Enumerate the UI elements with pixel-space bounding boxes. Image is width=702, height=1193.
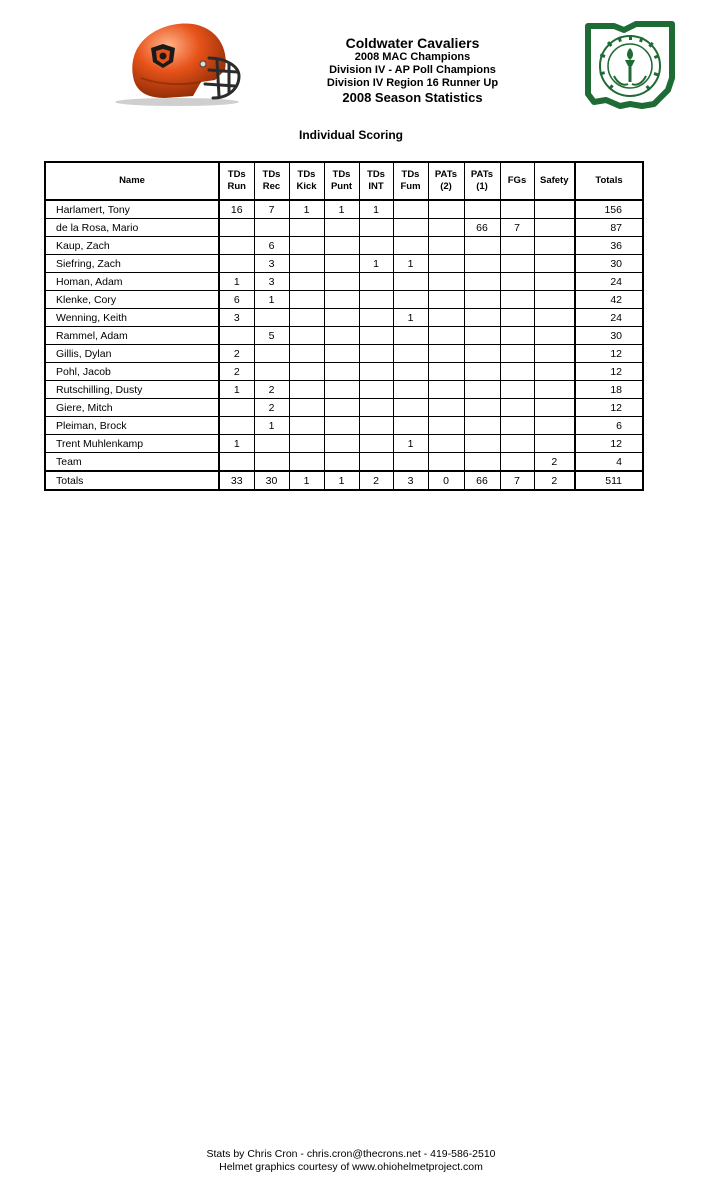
stat-cell: 33 (219, 471, 254, 490)
player-name-cell: Homan, Adam (45, 273, 219, 291)
stat-cell (324, 327, 359, 345)
stat-cell (359, 327, 393, 345)
total-cell: 36 (575, 237, 643, 255)
stat-cell (393, 237, 428, 255)
column-header (219, 162, 254, 200)
total-cell: 511 (575, 471, 643, 490)
column-header-line: TDs (367, 169, 385, 180)
total-cell: 12 (575, 435, 643, 453)
player-name-cell: Pohl, Jacob (45, 363, 219, 381)
column-header-line: TDs (297, 169, 316, 180)
stat-cell: 7 (500, 471, 534, 490)
stat-cell (289, 381, 324, 399)
player-name-cell: Kaup, Zach (45, 237, 219, 255)
stat-cell (289, 453, 324, 472)
stat-cell: 2 (359, 471, 393, 490)
stat-cell (219, 417, 254, 435)
scoring-table (44, 161, 644, 491)
total-cell: 4 (575, 453, 643, 472)
stat-cell: 5 (254, 327, 289, 345)
stat-cell (324, 381, 359, 399)
stat-cell: 66 (464, 219, 500, 237)
header-line-3: Division IV Region 16 Runner Up (326, 77, 499, 89)
table-row (45, 309, 643, 327)
stat-cell: 1 (219, 381, 254, 399)
total-cell: 30 (575, 327, 643, 345)
stat-cell (289, 273, 324, 291)
stat-cell (289, 309, 324, 327)
column-header-line: Name (119, 175, 145, 186)
stat-cell (500, 273, 534, 291)
stat-cell: 1 (359, 255, 393, 273)
column-header-line: FGs (507, 175, 527, 186)
stat-cell: 3 (254, 273, 289, 291)
stat-cell (534, 399, 575, 417)
stat-cell (464, 453, 500, 472)
table-row (45, 399, 643, 417)
stat-cell (500, 291, 534, 309)
table-row (45, 291, 643, 309)
stat-cell (219, 327, 254, 345)
player-name-cell: Klenke, Cory (45, 291, 219, 309)
stat-cell: 1 (393, 309, 428, 327)
stat-cell: 3 (254, 255, 289, 273)
stat-cell (359, 345, 393, 363)
table-row (45, 381, 643, 399)
stat-cell (359, 291, 393, 309)
stat-cell (464, 309, 500, 327)
stat-cell (254, 219, 289, 237)
stat-cell: 30 (254, 471, 289, 490)
stat-cell (254, 309, 289, 327)
stat-cell (219, 255, 254, 273)
ohsaa-seal (584, 20, 676, 110)
stat-cell (464, 200, 500, 219)
column-header-line: Run (227, 181, 246, 192)
stat-cell: 1 (289, 200, 324, 219)
stat-cell (393, 381, 428, 399)
stat-cell (534, 273, 575, 291)
stat-cell (219, 219, 254, 237)
stat-cell (324, 345, 359, 363)
stat-cell (500, 200, 534, 219)
stat-cell (500, 345, 534, 363)
table-row (45, 345, 643, 363)
total-cell: 6 (575, 417, 643, 435)
player-name-cell: Trent Muhlenkamp (45, 435, 219, 453)
stat-cell (500, 237, 534, 255)
stat-cell (500, 309, 534, 327)
column-header-line: Safety (539, 175, 569, 186)
player-name-cell: Gillis, Dylan (45, 345, 219, 363)
stat-cell: 0 (428, 471, 464, 490)
total-cell: 156 (575, 200, 643, 219)
column-header-line: PATs (434, 169, 458, 180)
total-cell: 24 (575, 309, 643, 327)
table-row (45, 237, 643, 255)
stat-cell (393, 327, 428, 345)
stat-cell (464, 273, 500, 291)
stat-cell: 6 (254, 237, 289, 255)
player-name-cell: Giere, Mitch (45, 399, 219, 417)
stats-credit: Stats by Chris Cron - chris.cron@thecrons.net - 419-586-2510 (206, 1148, 496, 1160)
player-name-cell: Rammel, Adam (45, 327, 219, 345)
column-header (428, 162, 464, 200)
stat-cell: 2 (219, 345, 254, 363)
stat-cell (534, 237, 575, 255)
stat-cell (428, 200, 464, 219)
player-name-cell: Rutschilling, Dusty (45, 381, 219, 399)
team-name: Coldwater Cavaliers (345, 35, 480, 51)
stat-cell (324, 309, 359, 327)
totals-row (45, 471, 643, 490)
stat-cell (500, 363, 534, 381)
player-name-cell: de la Rosa, Mario (45, 219, 219, 237)
stat-cell (428, 291, 464, 309)
stat-cell (534, 327, 575, 345)
stat-cell (534, 255, 575, 273)
stat-cell (428, 381, 464, 399)
stat-cell: 1 (324, 471, 359, 490)
stat-cell (289, 435, 324, 453)
stat-cell (289, 255, 324, 273)
stat-cell (289, 399, 324, 417)
stat-cell (219, 399, 254, 417)
stat-cell: 1 (219, 273, 254, 291)
stat-cell (289, 219, 324, 237)
stat-cell (324, 399, 359, 417)
column-header-line: Totals (595, 175, 623, 186)
player-name-cell: Wenning, Keith (45, 309, 219, 327)
stat-cell (324, 363, 359, 381)
stat-cell (219, 237, 254, 255)
stat-cell (289, 237, 324, 255)
table-row (45, 200, 643, 219)
stat-cell (428, 345, 464, 363)
stat-cell (254, 453, 289, 472)
stat-cell: 1 (254, 417, 289, 435)
stat-cell (500, 417, 534, 435)
stat-cell (534, 381, 575, 399)
stat-cell (393, 345, 428, 363)
stat-cell (359, 453, 393, 472)
stat-cell (428, 363, 464, 381)
total-cell: 30 (575, 255, 643, 273)
stat-cell (289, 291, 324, 309)
stat-cell (500, 399, 534, 417)
column-header (359, 162, 393, 200)
stat-cell: 66 (464, 471, 500, 490)
header-line-2: Division IV - AP Poll Champions (329, 64, 496, 76)
stat-cell (393, 417, 428, 435)
total-cell: 12 (575, 399, 643, 417)
stat-cell (464, 237, 500, 255)
stat-cell (428, 255, 464, 273)
column-header (254, 162, 289, 200)
column-header-line: TDs (262, 169, 281, 180)
stat-cell (534, 363, 575, 381)
stat-cell: 7 (500, 219, 534, 237)
column-header (324, 162, 359, 200)
stat-cell (254, 435, 289, 453)
stat-cell (500, 255, 534, 273)
table-row (45, 327, 643, 345)
column-header-line: (2) (440, 181, 452, 192)
stat-cell: 1 (324, 200, 359, 219)
stat-cell (428, 309, 464, 327)
stat-cell (393, 363, 428, 381)
stat-cell (254, 363, 289, 381)
column-header-line: PATs (470, 169, 494, 180)
stat-cell: 7 (254, 200, 289, 219)
table-row (45, 417, 643, 435)
stat-cell (289, 363, 324, 381)
stat-cell (464, 417, 500, 435)
stat-cell (324, 255, 359, 273)
stat-cell (359, 273, 393, 291)
stat-cell (324, 435, 359, 453)
stat-cell: 3 (219, 309, 254, 327)
stat-cell (359, 363, 393, 381)
total-cell: 12 (575, 345, 643, 363)
player-name-cell: Pleiman, Brock (45, 417, 219, 435)
stat-cell: 2 (219, 363, 254, 381)
table-row (45, 219, 643, 237)
stat-cell: 6 (219, 291, 254, 309)
total-cell: 24 (575, 273, 643, 291)
player-name-cell: Siefring, Zach (45, 255, 219, 273)
stat-cell (428, 327, 464, 345)
stat-cell (464, 381, 500, 399)
helmet-logo (105, 18, 245, 106)
column-header-line: Fum (400, 181, 421, 192)
stat-cell: 3 (393, 471, 428, 490)
stat-cell (359, 435, 393, 453)
stat-cell (359, 237, 393, 255)
stat-cell (219, 453, 254, 472)
stat-cell (324, 291, 359, 309)
table-row (45, 255, 643, 273)
stat-cell (393, 453, 428, 472)
stat-cell: 1 (219, 435, 254, 453)
stat-cell: 1 (289, 471, 324, 490)
stat-cell (464, 327, 500, 345)
column-header-line: TDs (227, 169, 246, 180)
column-header-line: INT (368, 181, 384, 192)
table-row (45, 453, 643, 472)
column-header (575, 162, 643, 200)
stat-cell (464, 291, 500, 309)
column-header-line: Punt (330, 181, 353, 192)
stat-cell (534, 219, 575, 237)
stat-cell: 1 (254, 291, 289, 309)
column-header (393, 162, 428, 200)
stat-cell (324, 237, 359, 255)
stat-cell (359, 381, 393, 399)
table-row (45, 363, 643, 381)
column-header-line: Kick (296, 181, 317, 192)
column-header (534, 162, 575, 200)
stat-cell (393, 200, 428, 219)
stat-cell (324, 219, 359, 237)
player-name-cell: Harlamert, Tony (45, 200, 219, 219)
table-row (45, 273, 643, 291)
total-cell: 42 (575, 291, 643, 309)
stat-cell: 1 (393, 435, 428, 453)
stat-cell: 2 (534, 471, 575, 490)
total-cell: 18 (575, 381, 643, 399)
stat-cell (393, 291, 428, 309)
column-header (45, 162, 219, 200)
column-header (464, 162, 500, 200)
stat-cell (464, 399, 500, 417)
stat-cell (500, 453, 534, 472)
stat-cell (254, 345, 289, 363)
column-header (289, 162, 324, 200)
stat-cell (534, 417, 575, 435)
stat-cell (500, 381, 534, 399)
stat-cell (324, 453, 359, 472)
stat-cell (359, 219, 393, 237)
report-header (260, 35, 565, 105)
column-header-line: Rec (262, 181, 281, 192)
stat-cell (534, 309, 575, 327)
stat-cell (324, 417, 359, 435)
stat-cell (359, 399, 393, 417)
stat-cell (393, 399, 428, 417)
total-cell: 87 (575, 219, 643, 237)
stat-cell (393, 219, 428, 237)
table-body (45, 200, 643, 490)
header-line-1: 2008 MAC Champions (354, 51, 471, 63)
stat-cell (534, 345, 575, 363)
helmet-credit: Helmet graphics courtesy of www.ohiohelmetproject.com (219, 1161, 483, 1173)
player-name-cell: Totals (45, 471, 219, 490)
stat-cell: 16 (219, 200, 254, 219)
stat-cell (500, 327, 534, 345)
stat-cell (464, 345, 500, 363)
stat-cell (428, 237, 464, 255)
stat-cell (289, 345, 324, 363)
stat-cell (464, 363, 500, 381)
stat-cell: 1 (359, 200, 393, 219)
stat-cell (428, 273, 464, 291)
stat-cell (534, 291, 575, 309)
stat-cell (500, 435, 534, 453)
stat-cell (428, 435, 464, 453)
column-header-line: TDs (332, 169, 351, 180)
stat-cell: 2 (254, 381, 289, 399)
stat-cell (324, 273, 359, 291)
table-header-row (45, 162, 643, 200)
stat-cell (289, 417, 324, 435)
column-header-line: (1) (476, 181, 488, 192)
section-title: Individual Scoring (298, 128, 403, 142)
stat-cell (428, 453, 464, 472)
column-header (500, 162, 534, 200)
stat-cell (428, 417, 464, 435)
stat-cell (534, 435, 575, 453)
stat-cell (359, 309, 393, 327)
stat-cell (464, 255, 500, 273)
player-name-cell: Team (45, 453, 219, 472)
column-header-line: TDs (401, 169, 420, 180)
stat-cell (428, 219, 464, 237)
season-title: 2008 Season Statistics (342, 90, 483, 105)
stat-cell: 1 (393, 255, 428, 273)
stat-cell: 2 (254, 399, 289, 417)
stat-cell (289, 327, 324, 345)
total-cell: 12 (575, 363, 643, 381)
stat-cell (428, 399, 464, 417)
stat-cell (534, 200, 575, 219)
stat-cell (393, 273, 428, 291)
table-row (45, 435, 643, 453)
footer (0, 1148, 702, 1174)
stat-cell: 2 (534, 453, 575, 472)
stat-cell (464, 435, 500, 453)
stat-cell (359, 417, 393, 435)
